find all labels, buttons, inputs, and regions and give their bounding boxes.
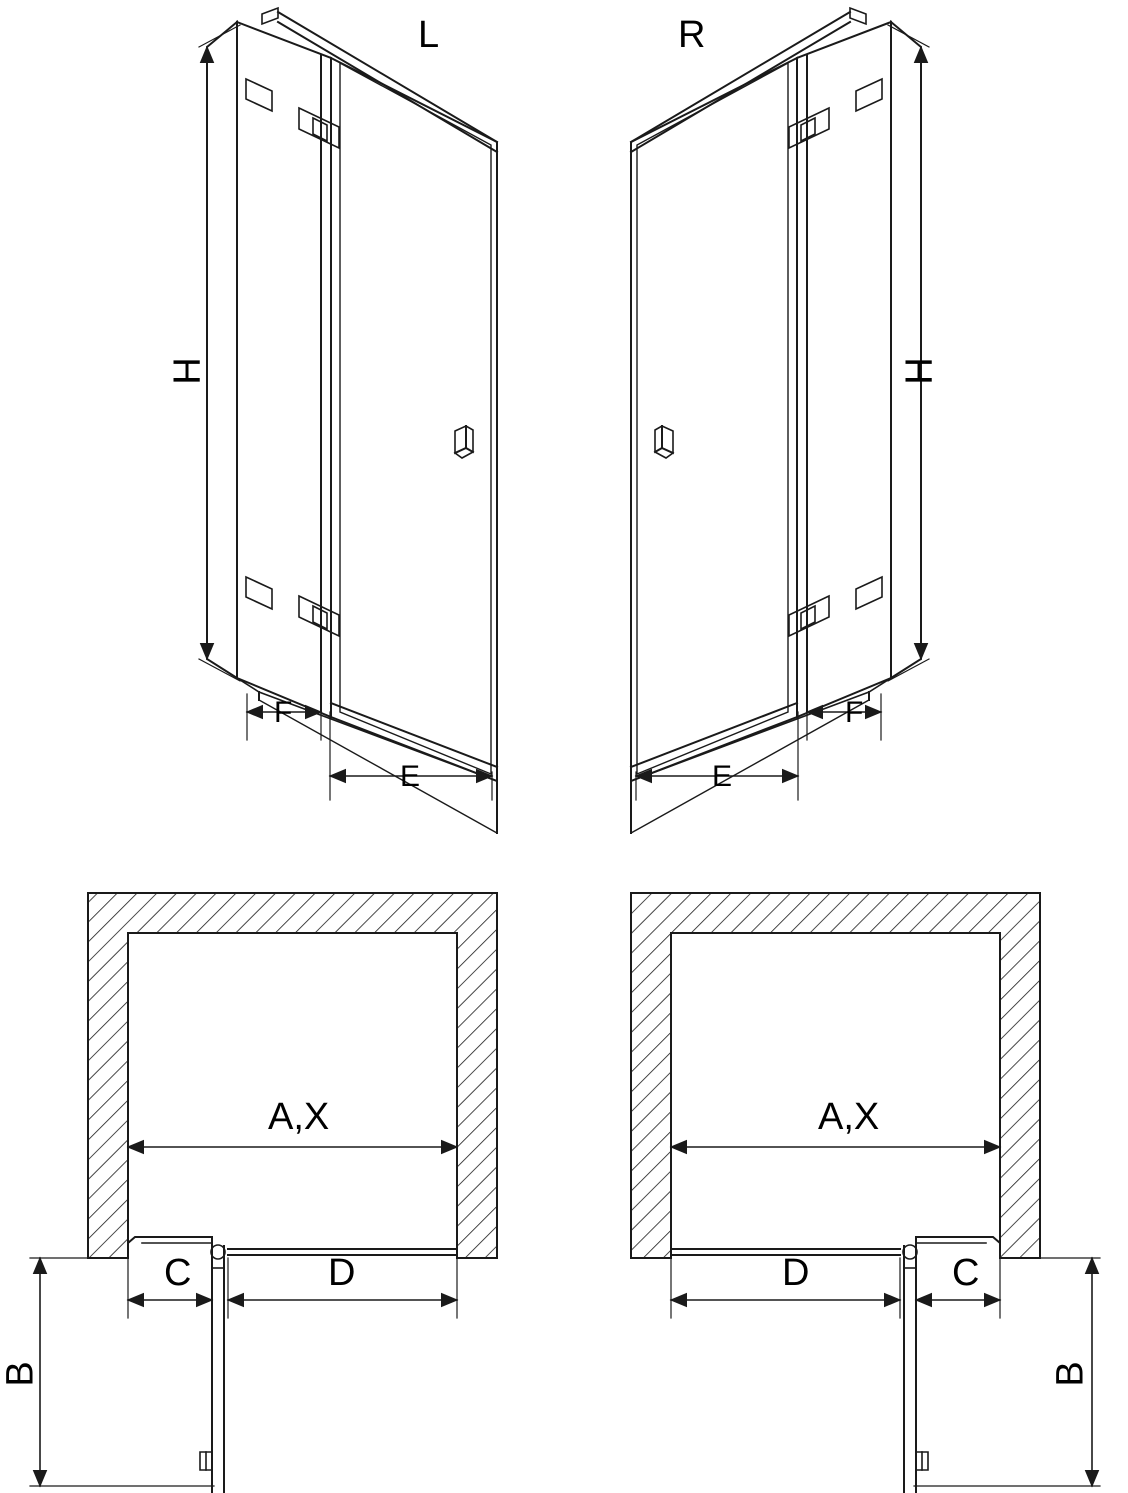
dimension-label-c-right: C [952, 1252, 980, 1294]
plan-view-right [631, 893, 1100, 1493]
dimension-label-b-right: B [1049, 1361, 1092, 1387]
plan-view-left [30, 893, 497, 1493]
dimension-label-height-left: H [164, 357, 207, 385]
dimension-label-d-left: D [328, 1252, 356, 1294]
dimension-label-height-right: H [896, 357, 939, 385]
dimension-label-f-left: F [274, 696, 293, 729]
variant-label-right: R [678, 14, 706, 56]
dimension-label-f-right: F [845, 696, 864, 729]
dimension-label-c-left: C [164, 1252, 192, 1294]
iso-view-right [631, 8, 929, 833]
dimension-label-ax-left: A,X [268, 1096, 330, 1138]
iso-view-left [199, 8, 497, 833]
dimension-label-e-right: E [712, 760, 733, 793]
variant-label-left: L [418, 14, 440, 56]
dimension-label-e-left: E [400, 760, 421, 793]
dimension-label-d-right: D [782, 1252, 810, 1294]
dimension-label-b-left: B [0, 1361, 42, 1387]
dimension-label-ax-right: A,X [818, 1096, 880, 1138]
